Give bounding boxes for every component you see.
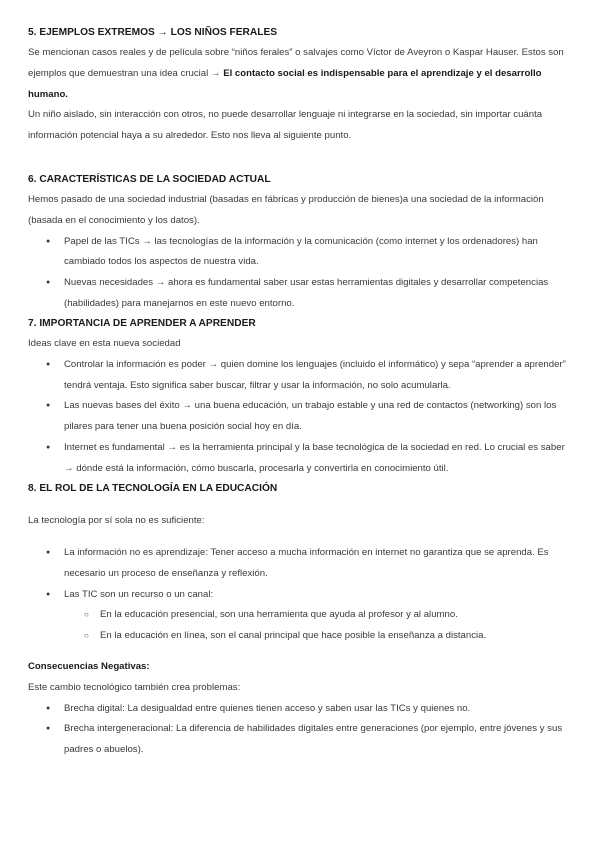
section-6 (28, 170, 573, 315)
section-5 (28, 23, 573, 147)
section-5-text: Se mencionan casos reales y de película sobre “niños ferales” o salvajes como Víctor de Aveyron o Kaspar Hauser. Estos son ejemplos que demuestran una idea crucial → (28, 47, 564, 79)
section-8-body (28, 511, 573, 532)
section-8 (28, 479, 573, 499)
list-item: ● Nuevas necesidades → ahora es fundamental saber usar estas herramientas digitales y desarrollar competencias (habilidades) para manejarnos en este nuevo entorno. (28, 273, 573, 315)
list-item: ● Brecha digital: La desigualdad entre quienes tienen acceso y saben usar las TICs y quienes no. (28, 699, 573, 720)
section-7-intro: Ideas clave en esta nueva sociedad (28, 338, 181, 349)
section-6-list (28, 232, 573, 315)
section-8-intro: La tecnología por sí sola no es suficiente: (28, 515, 205, 526)
list-item: ● Las TIC son un recurso o un canal: (28, 585, 573, 606)
list-item: ● Papel de las TICs → las tecnologías de la información y la comunicación (como internet y los ordenadores) han cambiado todos los aspectos de nuestra vida. (28, 232, 573, 274)
sub-list-item: ○ En la educación en línea, son el canal principal que hace posible la enseñanza a distancia. (28, 626, 573, 647)
section-6-intro: Hemos pasado de una sociedad industrial (basadas en fábricas y producción de bienes)a una sociedad de la información (basada en el conocimiento y los datos). (28, 194, 544, 226)
section-5-key-idea: El contacto social es indispensable para el aprendizaje y el desarrollo humano. (28, 67, 542, 100)
list-item: ● Brecha intergeneracional: La diferencia de habilidades digitales entre generaciones (por ejemplo, entre jóvenes y sus padres o abuelos). (28, 719, 573, 761)
section-5-paragraph-2: Un niño aislado, sin interacción con otros, no puede desarrollar lenguaje ni integrarse en la sociedad, sin importar cuánta información potencial haya a su alrededor. Esto nos lleva al siguiente punto. (28, 109, 543, 142)
section-7-list (28, 355, 573, 480)
list-item: ● Internet es fundamental → es la herramienta principal y la base tecnológica de la sociedad en red. Lo crucial es saber → dónde está la información, cómo buscarla, procesarla y convertirla en conocimiento útil. (28, 438, 573, 480)
section-6-heading: 6. CARACTERÍSTICAS DE LA SOCIEDAD ACTUAL (28, 174, 271, 185)
consequences-block (28, 657, 573, 761)
section-5-paragraph-1 (28, 43, 573, 105)
consequences-heading: Consecuencias Negativas: (28, 661, 150, 672)
section-7-heading: 7. IMPORTANCIA DE APRENDER A APRENDER (28, 318, 256, 329)
list-item: ● Las nuevas bases del éxito → una buena educación, un trabajo estable y una red de contactos (networking) son los pilares para tener una buena posición social hoy en día. (28, 396, 573, 438)
consequences-intro: Este cambio tecnológico también crea problemas: (28, 681, 241, 693)
list-item: ● La información no es aprendizaje: Tener acceso a mucha información en internet no garantiza que se aprenda. Es necesario un proceso de enseñanza y reflexión. (28, 543, 573, 585)
section-8-list (28, 543, 573, 647)
section-8-heading: 8. EL ROL DE LA TECNOLOGÍA EN LA EDUCACIÓN (28, 483, 278, 494)
list-item: ● Controlar la información es poder → quien domine los lenguajes (incluido el informático) y sepa “aprender a aprender” tendrá ventaja. Esto significa saber buscar, filtrar y usar la información, no solo acumularla. (28, 355, 573, 397)
section-5-heading: 5. EJEMPLOS EXTREMOS → LOS NIÑOS FERALES (28, 27, 278, 38)
consequences-list (28, 699, 573, 761)
section-7 (28, 314, 573, 480)
section-8-list-wrap (28, 543, 573, 647)
sub-list-item: ○ En la educación presencial, son una herramienta que ayuda al profesor y al alumno. (28, 605, 573, 626)
